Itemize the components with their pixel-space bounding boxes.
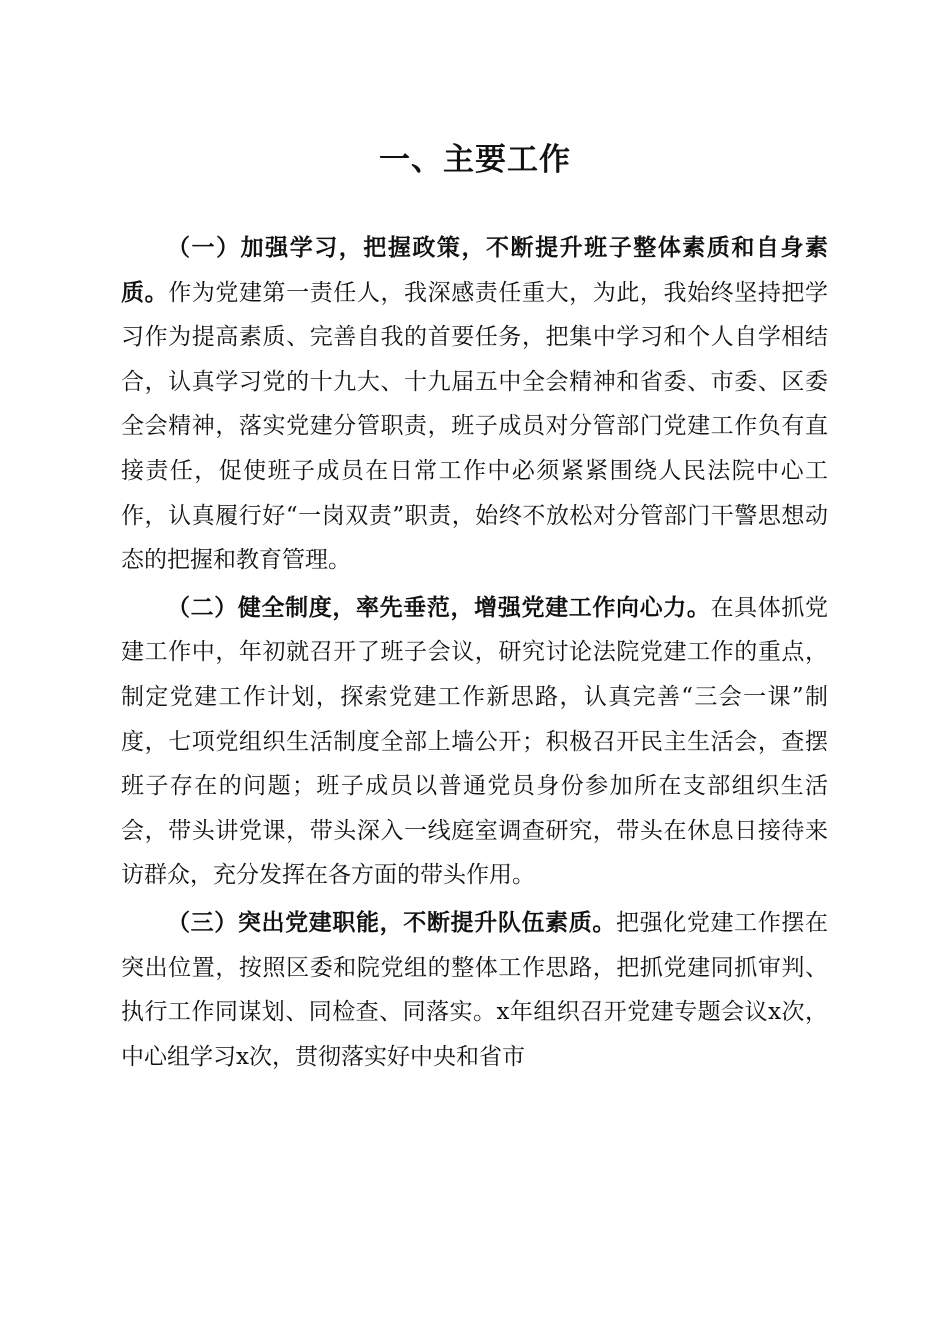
paragraph-3 bbox=[121, 901, 828, 1079]
paragraph-3-body: 把强化党建工作摆在突出位置，按照区委和院党组的整体工作思路，把抓党建同抓审判、执行工作同谋划、同检查、同落实。x年组织召开党建专题会议x次，中心组学习x次，贯彻落实好中央和省市 bbox=[121, 909, 829, 1070]
document-body bbox=[121, 226, 828, 1082]
paragraph-1-lead: （一）加强学习，把握政策，不断提升班子整体素质和自身素质。 bbox=[121, 234, 828, 306]
paragraph-1-body: 作为党建第一责任人，我深感责任重大，为此，我始终坚持把学习作为提高素质、完善自我的首要任务，把集中学习和个人自学相结合，认真学习党的十九大、十九届五中全会精神和省委、市委、区委全会精神，落实党建分管职责，班子成员对分管部门党建工作负有直接责任，促使班子成员在日常工作中必须紧紧围绕人民法院中心工作，认真履行好“一岗双责”职责，始终不放松对分管部门干警思想动态的把握和教育管理。 bbox=[121, 279, 829, 574]
paragraph-2-body: 在具体抓党建工作中，年初就召开了班子会议，研究讨论法院党建工作的重点，制定党建工作计划，探索党建工作新思路，认真完善“三会一课”制度，七项党组织生活制度全部上墙公开；积极召开民主生活会，查摆班子存在的问题；班子成员以普通党员身份参加所在支部组织生活会，带头讲党课，带头深入一线庭室调查研究，带头在休息日接待来访群众，充分发挥在各方面的带头作用。 bbox=[121, 594, 829, 889]
section-title: 一、主要工作 bbox=[379, 142, 571, 178]
paragraph-2 bbox=[121, 586, 828, 898]
paragraph-1 bbox=[121, 226, 828, 583]
paragraph-3-lead: （三）突出党建职能，不断提升队伍素质。 bbox=[167, 908, 616, 936]
paragraph-2-lead: （二）健全制度，率先垂范，增强党建工作向心力。 bbox=[167, 593, 711, 621]
